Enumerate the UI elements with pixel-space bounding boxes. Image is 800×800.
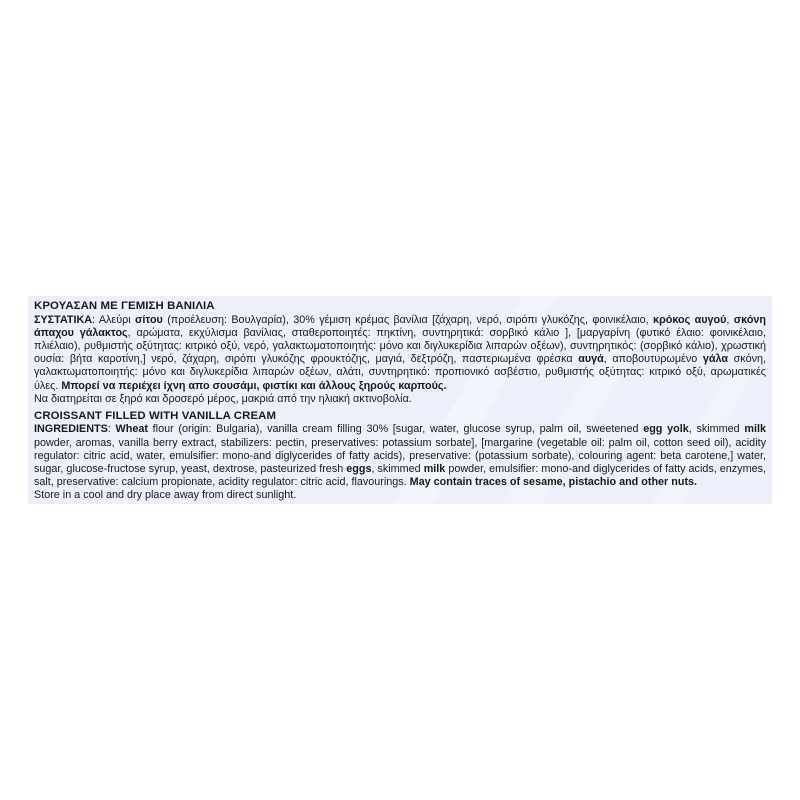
greek-ingredient-text: σκόνη, γαλακτωματοποιητής: μόνο και διγλυκερίδια λιπαρών οξέων, αλάτι, συντηρητικό: προπιονικό ασβέστιο, ρυθμιστής οξύτητας: κιτρικό οξύ, αρωματικές ύλες. (34, 353, 766, 392)
english-ingredients-text (34, 423, 766, 489)
english-allergen-text: May contain traces of sesame, pistachio and other nuts. (409, 476, 698, 489)
greek-ingredients-list (34, 314, 766, 392)
english-ingredients-list (34, 423, 766, 488)
english-allergen-text: Wheat (115, 423, 148, 436)
greek-allergen-text: κρόκος αυγού (653, 313, 727, 326)
english-ingredient-text: : (107, 423, 116, 436)
greek-ingredient-text: : Αλεύρι (92, 313, 136, 326)
greek-ingredient-text: , (726, 313, 734, 326)
english-allergen-text: milk (744, 423, 766, 436)
greek-ingredients-heading: ΣΥΣΤΑΤΙΚΑ (34, 313, 93, 326)
greek-allergen-text: σίτου (135, 313, 163, 326)
greek-ingredient-text: , αποβουτυρωμένο (603, 353, 703, 366)
greek-allergen-text: Μπορεί να περιέχει ίχνη απο σουσάμι, φιστίκι και άλλους ξηρούς καρπούς. (61, 379, 447, 392)
greek-allergen-text: γάλα (702, 353, 729, 366)
english-allergen-text: milk (423, 463, 446, 476)
english-product-title: CROISSANT FILLED WITH VANILLA CREAM (34, 409, 277, 422)
english-ingredient-text: powder, emulsifier: mono-and diglycerides of fatty acids, enzymes, salt, preservative: calcium propionate, acidity regulator: citric acid, flavourings. (34, 463, 766, 489)
greek-product-title: ΚΡΟΥΑΣΑΝ ΜΕ ΓΕΜΙΣΗ ΒΑΝΙΛΙΑ (34, 300, 215, 312)
english-ingredient-text: , skimmed (688, 423, 745, 436)
english-allergen-text: eggs (346, 463, 372, 476)
english-allergen-text: egg yolk (643, 423, 689, 436)
greek-storage-instructions: Να διατηρείται σε ξηρό και δροσερό μέρος, μακριά από την ηλιακή ακτινοβολία. (34, 392, 412, 405)
english-ingredient-text: flour (origin: Bulgaria), vanilla cream filling 30% [sugar, water, glucose syrup, palm oil, sweetened (147, 423, 644, 436)
english-ingredient-text: powder, aromas, vanilla berry extract, stabilizers: pectin, preservatives: potassium sorbate], [margarine (vegetable oil: palm oil, cotton seed oil), acidity regulator: citric acid, water, emulsifier: mono-and diglycerides of fatty acids), preservative: (potassium sorbate), colouring agent: beta carotene,] water, sugar, glucose-fructose syrup, yeast, dextrose, pasteurized fresh (34, 436, 766, 476)
greek-ingredient-text: , αρώματα, εκχύλισμα βανίλιας, σταθεροποιητές: πηκτίνη, συντηρητικά: σορβικό κάλιο ], [μαργαρίνη (φυτικό έλαιο: φοινικέλαιο, πλιέλαιο), ρυθμιστής οξύτητας: κιτρικό οξύ, νερό, γαλακτωματοποιητής: μόνο και διγλυκερίδια λιπαρών οξέων), συντηρητικός: (σορβικό κάλιο), χρωστική ουσία: βήτα καροτίνη,] νερό, ζάχαρη, σιρόπι γλυκόζης φρουκτόζης, μαγιά, δεξτρόζη, παστεριωμένα φρέσκα (34, 326, 766, 366)
greek-ingredients-text (34, 314, 766, 393)
ingredients-label-panel (28, 296, 772, 504)
greek-ingredient-text: (προέλευση: Βουλγαρία), 30% γέμιση κρέμας βανίλια [ζάχαρη, νερό, σιρόπι γλυκόζης, φοινικέλαιο, (162, 313, 654, 326)
english-ingredients-heading: INGREDIENTS (34, 423, 108, 436)
english-ingredient-text: , skimmed (371, 463, 424, 476)
greek-allergen-text: σκόνη άπαχου γάλακτος (34, 313, 767, 339)
english-storage-instructions: Store in a cool and dry place away from direct sunlight. (34, 489, 297, 502)
greek-allergen-text: αυγά (578, 353, 604, 366)
